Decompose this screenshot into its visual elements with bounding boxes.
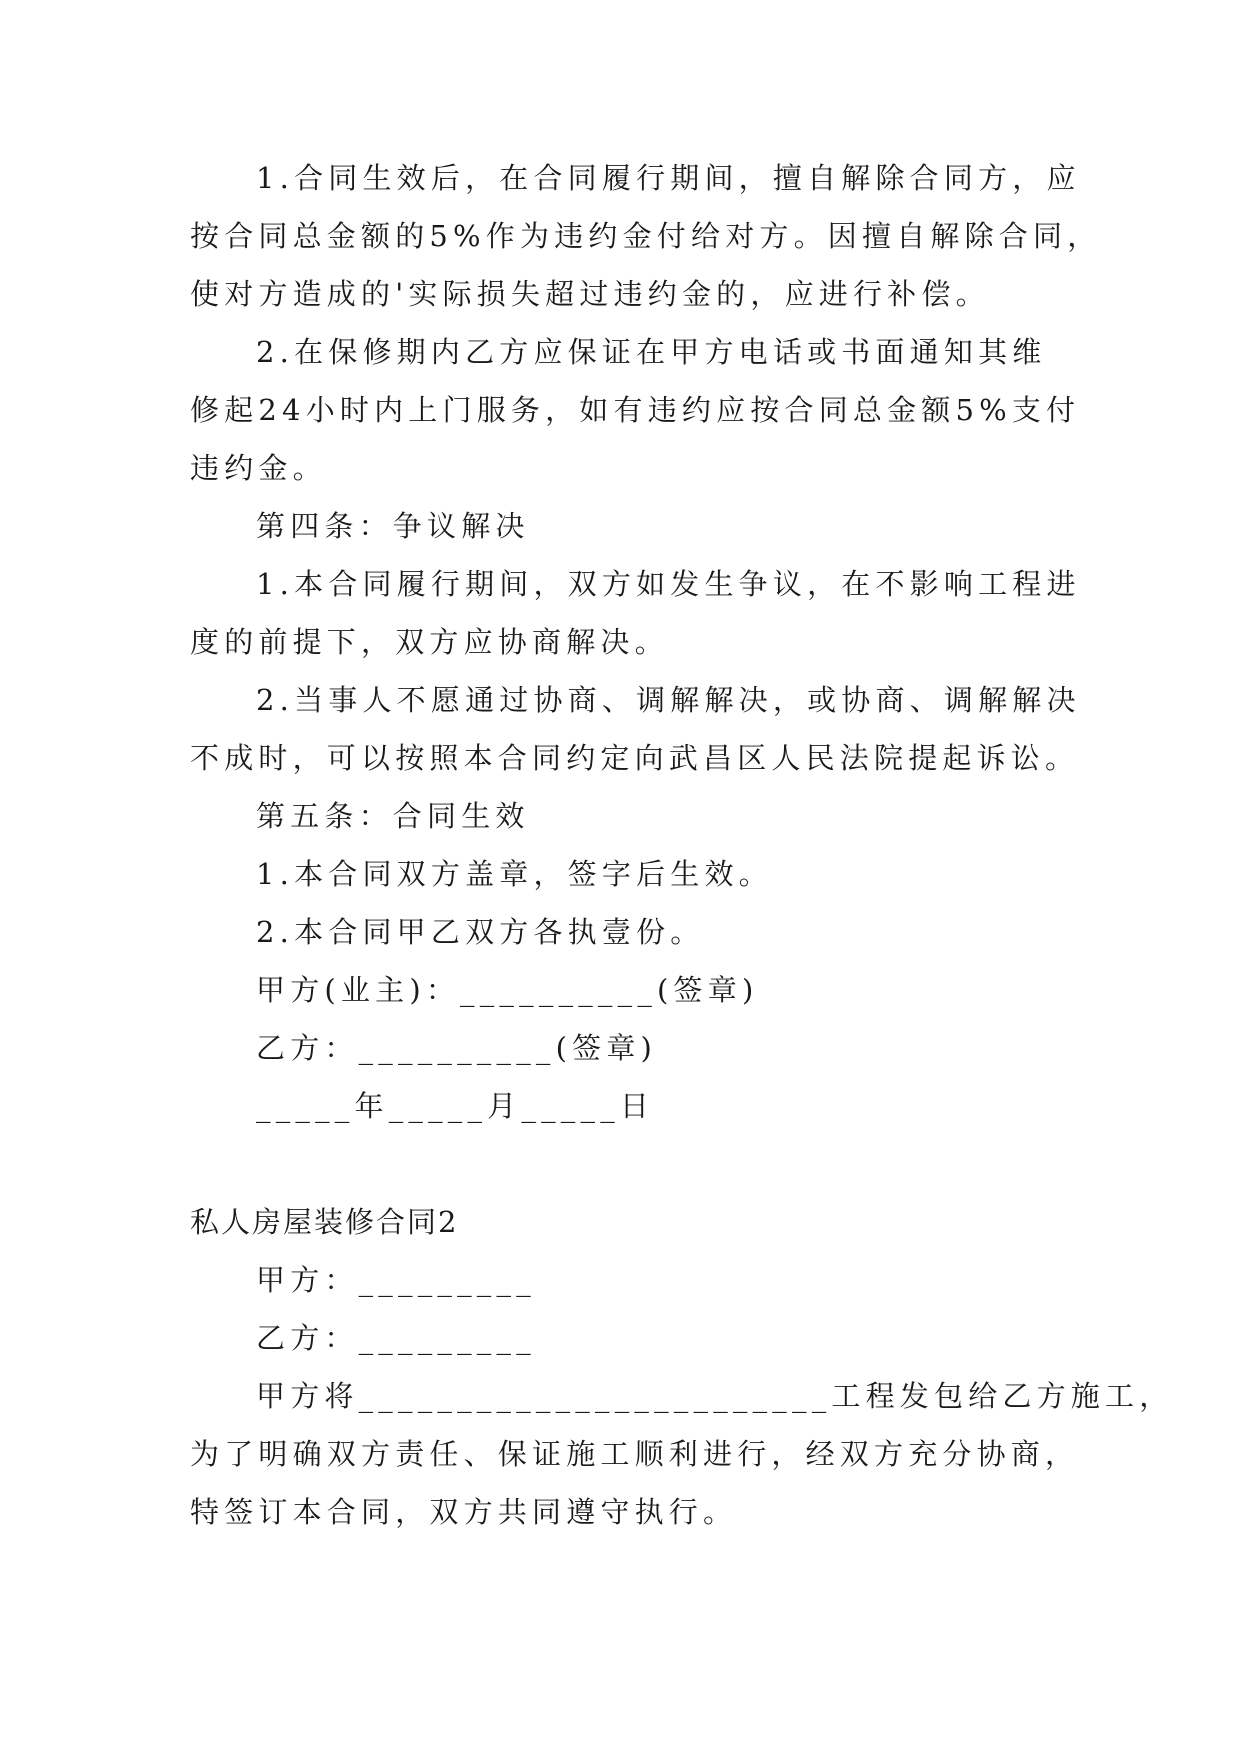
paragraph-line: 修起24小时内上门服务，如有违约应按合同总金额5%支付	[190, 393, 1081, 427]
party-b-line: 乙方：_________	[256, 1321, 536, 1355]
signature-line-party-a: 甲方(业主)：__________(签章)	[256, 973, 759, 1007]
paragraph-line: 不成时，可以按照本合同约定向武昌区人民法院提起诉讼。	[190, 741, 1080, 775]
paragraph-line: 按合同总金额的5%作为违约金付给对方。因擅自解除合同，	[190, 219, 1102, 253]
paragraph-line: 1.合同生效后，在合同履行期间，擅自解除合同方，应	[256, 161, 1081, 195]
paragraph-line: 甲方将________________________工程发包给乙方施工，	[256, 1379, 1174, 1413]
paragraph-line: 特签订本合同，双方共同遵守执行。	[190, 1495, 738, 1529]
document-title: 私人房屋装修合同2	[190, 1205, 459, 1239]
paragraph-line: 为了明确双方责任、保证施工顺利进行，经双方充分协商，	[190, 1437, 1080, 1471]
signature-line-party-b: 乙方：__________(签章)	[256, 1031, 658, 1065]
paragraph-line: 2.当事人不愿通过协商、调解解决，或协商、调解解决	[256, 683, 1081, 717]
paragraph-line: 使对方造成的'实际损失超过违约金的，应进行补偿。	[190, 277, 990, 311]
date-line: _____年_____月_____日	[256, 1089, 655, 1123]
section-heading: 第四条：争议解决	[256, 509, 530, 543]
paragraph-line: 2.在保修期内乙方应保证在甲方电话或书面通知其维	[256, 335, 1047, 369]
paragraph-line: 1.本合同双方盖章，签字后生效。	[256, 857, 773, 891]
paragraph-line: 1.本合同履行期间，双方如发生争议，在不影响工程进	[256, 567, 1081, 601]
paragraph-line: 违约金。	[190, 451, 327, 485]
paragraph-line: 度的前提下，双方应协商解决。	[190, 625, 669, 659]
section-heading: 第五条：合同生效	[256, 799, 530, 833]
paragraph-line: 2.本合同甲乙双方各执壹份。	[256, 915, 705, 949]
party-a-line: 甲方：_________	[256, 1263, 536, 1297]
